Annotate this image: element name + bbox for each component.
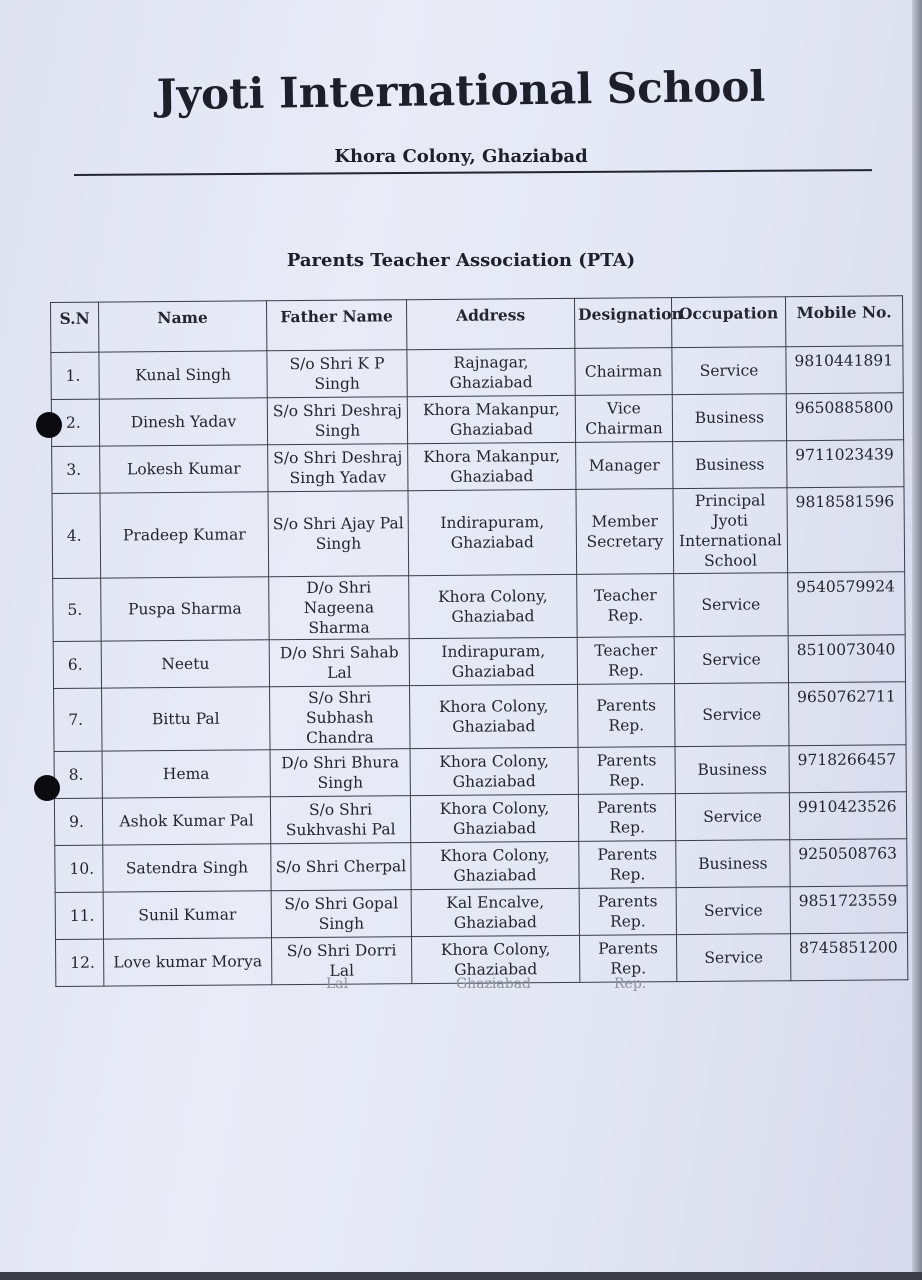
table-row xyxy=(55,886,907,940)
serial-number-cell: 2. xyxy=(51,399,99,446)
designation-cell: Vice Chairman xyxy=(575,395,672,443)
serial-number-cell: 11. xyxy=(55,892,103,939)
column-header: Name xyxy=(99,301,267,352)
mobile-cell: 9810441891 xyxy=(786,346,903,394)
designation-cell: Chairman xyxy=(575,348,672,396)
address-cell: Khora Makanpur, Ghaziabad xyxy=(408,442,576,490)
column-header: S.N xyxy=(51,302,99,352)
father-name-cell: D/o Shri Sahab Lal xyxy=(269,639,409,687)
serial-number-cell: 7. xyxy=(54,688,102,751)
table-row xyxy=(54,745,906,799)
mobile-cell: 9910423526 xyxy=(789,792,906,840)
address-cell: Khora Colony, Ghaziabad xyxy=(411,935,579,983)
serial-number-cell: 10. xyxy=(55,845,103,892)
designation-cell: Member Secretary xyxy=(576,489,674,575)
serial-number-cell: 3. xyxy=(52,446,100,493)
designation-cell: Teacher Rep. xyxy=(577,574,674,638)
father-name-cell: S/o Shri Ajay Pal Singh xyxy=(268,491,409,577)
occupation-cell: Business xyxy=(676,840,790,888)
designation-cell: Teacher Rep. xyxy=(577,637,674,685)
designation-cell: Parents Rep. xyxy=(579,935,676,983)
bleed-through-item: Lal xyxy=(326,976,349,992)
occupation-cell: Service xyxy=(676,934,790,982)
occupation-cell: Service xyxy=(675,683,789,747)
address-cell: Rajnagar, Ghaziabad xyxy=(407,348,575,396)
table-row xyxy=(52,487,905,579)
table-body xyxy=(51,346,908,987)
mobile-cell: 9851723559 xyxy=(790,886,907,934)
occupation-cell: Business xyxy=(672,394,786,442)
column-header: Designation xyxy=(574,298,671,349)
column-header: Father Name xyxy=(266,300,406,351)
pta-table-wrapper xyxy=(50,295,907,987)
designation-cell: Parents Rep. xyxy=(579,888,676,936)
father-name-cell: S/o Shri Dorri Lal xyxy=(272,937,412,985)
address-cell: Khora Colony, Ghaziabad xyxy=(409,574,577,638)
occupation-cell: Service xyxy=(675,793,789,841)
name-cell: Ashok Kumar Pal xyxy=(102,797,270,845)
mobile-cell: 9650762711 xyxy=(789,682,906,746)
column-header: Address xyxy=(406,298,574,349)
father-name-cell: S/o Shri Cherpal xyxy=(271,843,411,891)
father-name-cell: S/o Shri Gopal Singh xyxy=(271,890,411,938)
address-cell: Khora Colony, Ghaziabad xyxy=(411,841,579,889)
table-row xyxy=(52,440,904,494)
name-cell: Lokesh Kumar xyxy=(100,445,268,493)
mobile-cell: 9650885800 xyxy=(786,393,903,441)
serial-number-cell: 6. xyxy=(53,641,101,688)
bleed-through-text xyxy=(20,976,910,1000)
name-cell: Sunil Kumar xyxy=(103,891,271,939)
address-cell: Indirapuram, Ghaziabad xyxy=(408,489,577,575)
address-cell: Khora Colony, Ghaziabad xyxy=(410,794,578,842)
serial-number-cell: 1. xyxy=(51,352,99,399)
pta-members-table xyxy=(50,295,908,987)
occupation-cell: Service xyxy=(672,347,786,395)
name-cell: Dinesh Yadav xyxy=(99,398,267,446)
father-name-cell: S/o Shri Sukhvashi Pal xyxy=(270,796,410,844)
bleed-through-item: Rep. xyxy=(614,976,647,992)
occupation-cell: Service xyxy=(674,573,788,637)
column-header: Mobile No. xyxy=(785,296,902,347)
serial-number-cell: 9. xyxy=(54,798,102,845)
name-cell: Satendra Singh xyxy=(103,844,271,892)
table-row xyxy=(53,635,905,689)
serial-number-cell: 12. xyxy=(56,939,104,986)
name-cell: Love kumar Morya xyxy=(104,938,272,986)
designation-cell: Parents Rep. xyxy=(578,747,675,795)
punch-hole xyxy=(34,775,60,801)
serial-number-cell: 4. xyxy=(52,493,101,578)
school-name: Jyoti International School xyxy=(156,61,766,120)
address-cell: Khora Makanpur, Ghaziabad xyxy=(407,395,575,443)
name-cell: Neetu xyxy=(101,640,269,688)
designation-cell: Parents Rep. xyxy=(578,794,675,842)
table-row xyxy=(54,682,906,752)
name-cell: Puspa Sharma xyxy=(101,577,269,641)
mobile-cell: 8510073040 xyxy=(788,635,905,683)
mobile-cell: 9718266457 xyxy=(789,745,906,793)
table-row xyxy=(51,393,903,447)
section-title: Parents Teacher Association (PTA) xyxy=(286,250,636,271)
mobile-cell: 9818581596 xyxy=(787,487,905,573)
mobile-cell: 9540579924 xyxy=(788,572,905,636)
name-cell: Pradeep Kumar xyxy=(100,492,269,578)
occupation-cell: Business xyxy=(673,441,787,489)
mobile-cell: 9711023439 xyxy=(787,440,904,488)
address-cell: Khora Colony, Ghaziabad xyxy=(410,747,578,795)
name-cell: Hema xyxy=(102,750,270,798)
father-name-cell: S/o Shri Subhash Chandra xyxy=(270,686,410,750)
designation-cell: Parents Rep. xyxy=(578,684,675,748)
address-cell: Kal Encalve, Ghaziabad xyxy=(411,888,579,936)
name-cell: Bittu Pal xyxy=(102,687,270,751)
occupation-cell: Principal Jyoti International School xyxy=(673,488,788,574)
designation-cell: Parents Rep. xyxy=(579,841,676,889)
serial-number-cell: 8. xyxy=(54,751,102,798)
table-row xyxy=(53,572,905,642)
serial-number-cell: 5. xyxy=(53,578,101,641)
address-cell: Khora Colony, Ghaziabad xyxy=(410,684,578,748)
mobile-cell: 9250508763 xyxy=(790,839,907,887)
mobile-cell: 8745851200 xyxy=(790,933,907,981)
designation-cell: Manager xyxy=(576,442,673,490)
father-name-cell: D/o Shri Bhura Singh xyxy=(270,749,410,797)
background-edge xyxy=(0,1272,922,1280)
father-name-cell: D/o Shri Nageena Sharma xyxy=(269,576,409,640)
father-name-cell: S/o Shri Deshraj Singh Yadav xyxy=(268,444,408,492)
paper-shadow xyxy=(912,0,922,1280)
father-name-cell: S/o Shri Deshraj Singh xyxy=(267,397,407,445)
bleed-through-item: Ghaziabad xyxy=(456,976,532,992)
occupation-cell: Business xyxy=(675,746,789,794)
table-row xyxy=(51,346,903,400)
table-header-row xyxy=(51,296,903,353)
name-cell: Kunal Singh xyxy=(99,351,267,399)
occupation-cell: Service xyxy=(676,887,790,935)
header-divider xyxy=(74,169,872,176)
occupation-cell: Service xyxy=(674,636,788,684)
punch-hole xyxy=(36,412,62,438)
table-row xyxy=(54,792,906,846)
school-address: Khora Colony, Ghaziabad xyxy=(334,146,588,167)
father-name-cell: S/o Shri K P Singh xyxy=(267,350,407,398)
column-header: Occupation xyxy=(671,297,785,348)
address-cell: Indirapuram, Ghaziabad xyxy=(409,637,577,685)
table-row xyxy=(55,839,907,893)
